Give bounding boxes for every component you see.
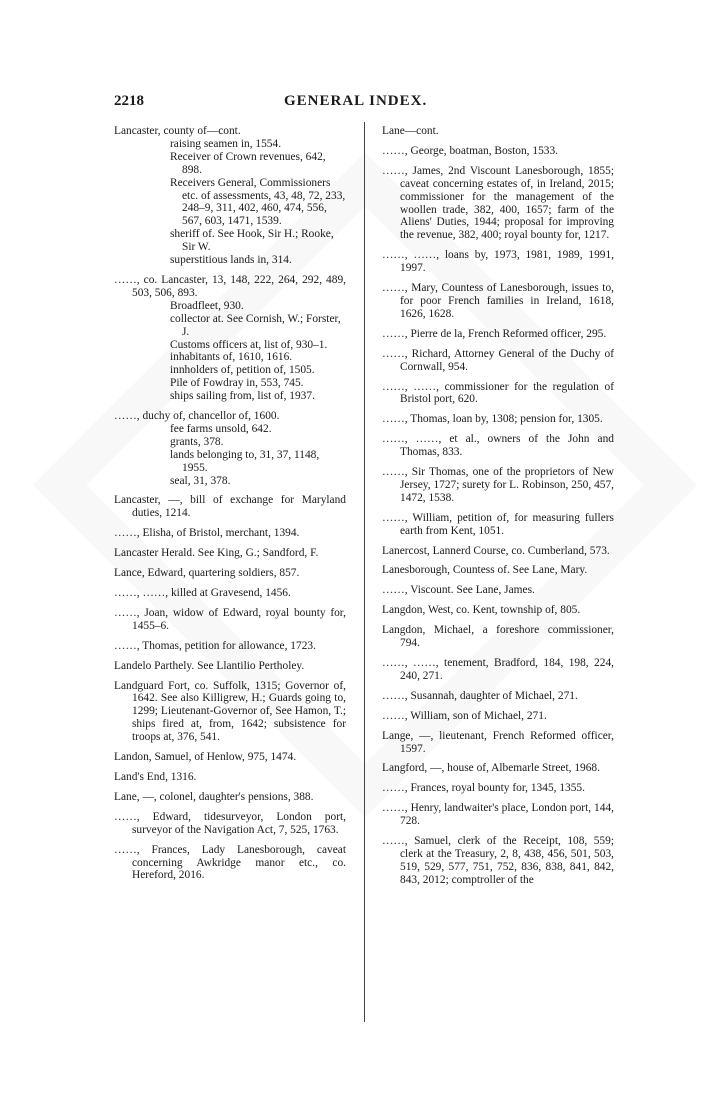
index-entry: Langford, —, house of, Albemarle Street, 1968. (382, 762, 600, 775)
index-entry: Landon, Samuel, of Henlow, 975, 1474. (114, 751, 297, 764)
index-subentry: fee farms unsold, 642. (170, 422, 272, 435)
index-entry: ……, Viscount. See Lane, James. (382, 584, 535, 597)
index-subentry: seal, 31, 378. (170, 474, 231, 487)
index-entry: ……, Elisha, of Bristol, merchant, 1394. (114, 527, 300, 540)
index-entry: ……, duchy of, chancellor of, 1600. (114, 410, 280, 423)
index-entry: ……, James, 2nd Viscount Lanesborough, 1855; caveat concerning estates of, in Ireland, 2015; commissioner for the management of the woollen trade, 382, 400, 1657; farm of the Aliens' Duties, 1944; proposal for improving the revenue, 382, 400; royal bounty for, 1217. (382, 164, 614, 242)
right-column (382, 125, 614, 894)
index-entry: ……, Pierre de la, French Reformed officer, 295. (382, 327, 607, 340)
index-entry: ……, Frances, Lady Lanesborough, caveat concerning Awkridge manor etc., co. Hereford, 2016. (114, 843, 346, 882)
index-entry: ……, ……, tenement, Bradford, 184, 198, 224, 240, 271. (382, 657, 614, 682)
index-subentry: sheriff of. See Hook, Sir H.; Rooke, Sir W. (170, 228, 334, 254)
index-entry: Landelo Parthely. See Llantilio Pertholey. (114, 659, 305, 672)
index-entry: Lanesborough, Countess of. See Lane, Mary. (382, 564, 588, 577)
index-entry: Lange, —, lieutenant, French Reformed officer, 1597. (382, 729, 614, 755)
index-entry: ……, William, petition of, for measuring fullers earth from Kent, 1051. (382, 511, 614, 537)
index-entry: Lancaster, county of—cont. (114, 125, 241, 137)
index-entry: Lancaster Herald. See King, G.; Sandford, F. (114, 547, 319, 560)
index-entry: ……, Richard, Attorney General of the Duchy of Cornwall, 954. (382, 347, 614, 373)
index-entry: ……, Thomas, loan by, 1308; pension for, 1305. (382, 413, 603, 426)
index-entry: ……, Henry, landwaiter's place, London port, 144, 728. (382, 802, 614, 828)
page-number: 2218 (114, 93, 144, 109)
index-subentry: Pile of Fowdray in, 553, 745. (170, 377, 304, 390)
index-entry: ……, co. Lancaster, 13, 148, 222, 264, 292, 489, 503, 506, 893. (114, 273, 346, 299)
index-subentry: superstitious lands in, 314. (170, 254, 292, 267)
index-entry: ……, Mary, Countess of Lanesborough, issues to, for poor French families in Ireland, 1618, 1626, 1628. (382, 282, 614, 320)
index-entry: Landguard Fort, co. Suffolk, 1315; Governor of, 1642. See also Killigrew, H.; Guards going to, 1299; Lieutenant-Governor of, See Hamon, T.; ships fired at, from, 1642; subsistence for troops at, 376, 541. (114, 679, 346, 744)
index-subentry: Receivers General, Commissioners etc. of assessments, 43, 48, 72, 233, 248–9, 311, 402, 460, 474, 556, 567, 603, 1471, 1539. (170, 176, 346, 228)
index-subentry: Customs officers at, list of, 930–1. (170, 338, 328, 351)
index-entry: Lanercost, Lannerd Course, co. Cumberland, 573. (382, 544, 610, 557)
index-subentry: grants, 378. (170, 435, 224, 448)
index-entry: ……, ……, loans by, 1973, 1981, 1989, 1991, 1997. (382, 249, 614, 275)
index-entry: Langdon, West, co. Kent, township of, 805. (382, 604, 581, 617)
index-entry: ……, Sir Thomas, one of the proprietors of New Jersey, 1727; surety for L. Robinson, 250, 457, 1472, 1538. (382, 466, 614, 504)
index-entry: ……, ……, et al., owners of the John and Thomas, 833. (382, 433, 614, 459)
index-subentry: innholders of, petition of, 1505. (170, 364, 315, 377)
left-column (114, 125, 346, 889)
index-subentry: Receiver of Crown revenues, 642, 898. (170, 150, 326, 176)
index-subentry: collector at. See Cornish, W.; Forster, J. (170, 312, 341, 338)
index-entry: ……, ……, killed at Gravesend, 1456. (114, 587, 291, 599)
index-subentry: inhabitants of, 1610, 1616. (170, 351, 293, 364)
running-head: GENERAL INDEX. (284, 93, 428, 109)
index-subentry: raising seamen in, 1554. (170, 137, 282, 150)
index-subentry: Broadfleet, 930. (170, 299, 244, 312)
index-entry: Langdon, Michael, a foreshore commissioner, 794. (382, 624, 614, 650)
index-entry: ……, William, son of Michael, 271. (382, 709, 547, 722)
index-entry: Land's End, 1316. (114, 770, 197, 783)
index-entry: Lane, —, colonel, daughter's pensions, 388. (114, 790, 314, 803)
index-entry: ……, Frances, royal bounty for, 1345, 1355. (382, 782, 585, 795)
index-subentry: ships sailing from, list of, 1937. (170, 390, 315, 403)
column-divider (364, 122, 365, 1022)
index-entry: Lance, Edward, quartering soldiers, 857. (114, 567, 300, 580)
index-subentry: lands belonging to, 31, 37, 1148, 1955. (170, 448, 320, 474)
index-entry: Lane—cont. (382, 125, 439, 137)
index-entry: ……, George, boatman, Boston, 1533. (382, 144, 559, 157)
index-entry: ……, Edward, tidesurveyor, London port, surveyor of the Navigation Act, 7, 525, 1763. (114, 810, 346, 836)
index-entry: Lancaster, —, bill of exchange for Maryland duties, 1214. (114, 494, 346, 520)
index-entry: ……, Joan, widow of Edward, royal bounty for, 1455–6. (114, 606, 346, 632)
index-entry: ……, Samuel, clerk of the Receipt, 108, 559; clerk at the Treasury, 2, 8, 438, 456, 501, 503, 519, 529, 577, 751, 752, 836, 838, 841, 842, 843, 2012; comptroller of the (382, 835, 614, 886)
index-entry: ……, Susannah, daughter of Michael, 271. (382, 689, 578, 702)
index-entry: ……, Thomas, petition for allowance, 1723. (114, 639, 316, 652)
index-entry: ……, ……, commissioner for the regulation of Bristol port, 620. (382, 380, 614, 406)
